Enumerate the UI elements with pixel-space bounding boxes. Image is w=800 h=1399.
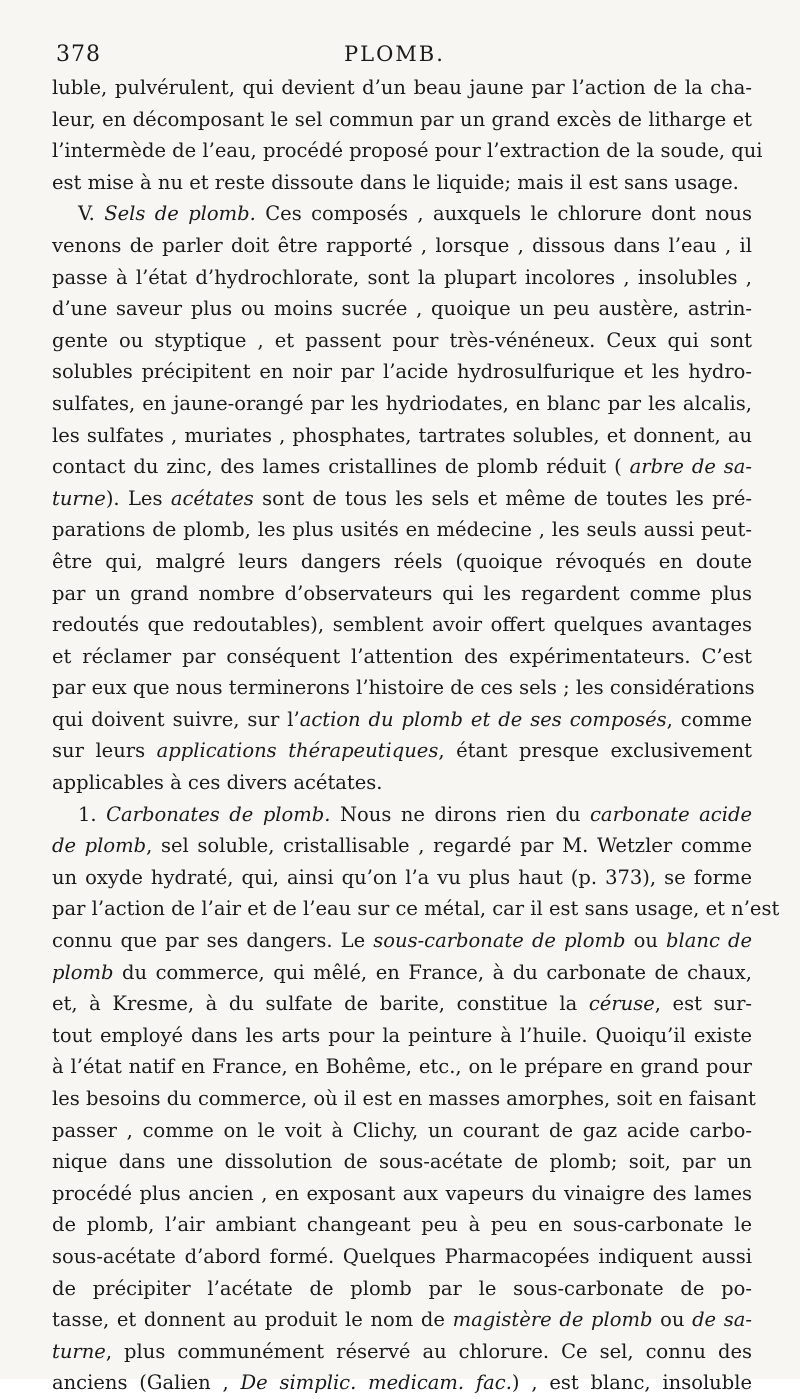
text-run: un oxyde hydraté, qui, ainsi qu’on l’a vu plus haut (p. 373), se forme [52, 865, 752, 889]
text-run: qui doivent suivre, sur l’ [52, 707, 300, 731]
text-line [52, 167, 752, 199]
italic-text-run: De simplic. medicam. fac. [240, 1371, 512, 1395]
italic-text-run: blanc de [666, 929, 753, 953]
text-run: contact du zinc, des lames cristallines de plomb réduit ( [52, 455, 630, 479]
text-line [52, 672, 755, 704]
text-run: par un grand nombre d’observateurs qui les regardent comme plus [52, 581, 752, 605]
text-run: et, à Kresme, à du sulfate de barite, constitue la [52, 992, 589, 1016]
text-line [52, 1178, 752, 1210]
text-run: de précipiter l’acétate de plomb par le sous-carbonate de po- [52, 1276, 752, 1300]
text-line [52, 135, 763, 167]
text-run: l’intermède de l’eau, procédé proposé pour l’extraction de la soude, qui [52, 139, 763, 163]
text-run: les sulfates , muriates , phosphates, tartrates solubles, et donnent, au [52, 423, 752, 447]
italic-text-run: arbre de sa- [629, 455, 753, 479]
italic-text-run: Carbonates de plomb. [106, 802, 331, 826]
text-line [52, 1241, 752, 1273]
text-run: anciens (Galien , [52, 1371, 241, 1395]
text-run: de plomb, l’air ambiant changeant peu à peu en sous-carbonate le [52, 1213, 752, 1237]
italic-text-run: céruse [588, 992, 655, 1016]
text-line [52, 830, 752, 862]
text-run: redoutés que redoutables), semblent avoir offert quelques avantages [52, 613, 752, 637]
text-line [52, 198, 752, 230]
text-run: procédé plus ancien , en exposant aux vapeurs du vinaigre des lames [52, 1181, 752, 1205]
text-line [52, 704, 752, 736]
text-run: être qui, malgré leurs dangers réels (quoique révoqués en doute [52, 549, 752, 573]
text-run: sous-acétate d’abord formé. Quelques Pharmacopées indiquent aussi [52, 1244, 752, 1268]
italic-text-run: carbonate acide [590, 802, 752, 826]
text-run: ou [625, 929, 667, 953]
text-run: nique dans une dissolution de sous-acétate de plomb; soit, par un [52, 1150, 752, 1174]
text-run: sur leurs [52, 739, 157, 763]
text-run: , sel soluble, cristallisable , regardé par M. Wetzler comme [146, 834, 752, 858]
text-line [52, 388, 752, 420]
text-run: applicables à ces divers acétates. [52, 771, 383, 795]
text-line [52, 293, 752, 325]
italic-text-run: action du plomb et de ses composés [299, 707, 667, 731]
italic-text-run: Sels de plomb. [104, 202, 256, 226]
text-line [52, 1051, 752, 1083]
text-run: connu que par ses dangers. Le [52, 929, 374, 953]
text-run: et réclamer par conséquent l’attention des expérimentateurs. C’est [52, 644, 752, 668]
text-run: du commerce, qui mêlé, en France, à du carbonate de chaux, [113, 960, 752, 984]
italic-text-run: sous-carbonate de plomb [373, 929, 626, 953]
text-line [52, 988, 752, 1020]
text-run: , est sur- [654, 992, 752, 1016]
text-line [52, 1020, 752, 1052]
text-run: d’une saveur plus ou moins sucrée , quoique un peu austère, astrin- [52, 297, 752, 321]
text-run: par l’action de l’air et de l’eau sur ce métal, car il est sans usage, et n’est [52, 897, 780, 921]
text-run: Ces composés , auxquels le chlorure dont nous [255, 202, 752, 226]
text-run: solubles précipitent en noir par l’acide hydrosulfurique et les hydro- [52, 360, 752, 384]
italic-text-run: plomb [52, 960, 114, 984]
text-line [52, 609, 752, 641]
text-run: tasse, et donnent au produit le nom de [52, 1308, 453, 1332]
text-run: , plus communément réservé au chlorure. Ce sel, connu des [105, 1339, 752, 1363]
italic-text-run: de sa- [692, 1308, 752, 1332]
text-run: passer , comme on le voit à Clichy, un courant de gaz acide carbo- [52, 1118, 752, 1142]
text-run: passe à l’état d’hydrochlorate, sont la plupart incolores , insolubles , [52, 265, 752, 289]
text-line [52, 957, 752, 989]
italic-text-run: turne [52, 486, 106, 510]
italic-text-run: turne [52, 1339, 106, 1363]
running-head: PLOMB. [344, 42, 445, 66]
text-run: venons de parler doit être rapporté , lorsque , dissous dans l’eau , il [52, 233, 752, 257]
text-run: tout employé dans les arts pour la peinture à l’huile. Quoiqu’il existe [52, 1023, 752, 1047]
text-run: ). Les [105, 486, 171, 510]
text-line [52, 1209, 752, 1241]
text-run: par eux que nous terminerons l’histoire de ces sels ; les considérations [52, 676, 755, 700]
text-line [52, 578, 752, 610]
text-run: est mise à nu et reste dissoute dans le liquide; mais il est sans usage. [52, 170, 739, 194]
text-run: , étant presque exclusivement [438, 739, 752, 763]
text-run: Nous ne dirons rien du [330, 802, 591, 826]
text-line [52, 104, 752, 136]
text-run: 1. [78, 802, 107, 826]
text-line [52, 641, 752, 673]
body-text [52, 72, 780, 1399]
text-line [52, 262, 752, 294]
italic-text-run: de plomb [52, 834, 147, 858]
text-line [52, 893, 780, 925]
text-line [52, 230, 752, 262]
text-line [52, 1304, 752, 1336]
text-line [52, 1273, 752, 1305]
italic-text-run: magistère de plomb [452, 1308, 653, 1332]
text-line [52, 546, 752, 578]
italic-text-run: applications thérapeutiques [156, 739, 439, 763]
text-run: leur, en décomposant le sel commun par un grand excès de litharge et [52, 107, 752, 131]
text-line [52, 767, 752, 799]
text-run: parations de plomb, les plus usités en médecine , les seuls aussi peut- [52, 518, 752, 542]
italic-text-run: acétates [170, 486, 254, 510]
text-run: gente ou styptique , et passent pour très-vénéneux. Ceux qui sont [52, 328, 752, 352]
text-line [52, 451, 752, 483]
text-line [52, 1083, 756, 1115]
text-line [52, 1146, 752, 1178]
text-line [52, 1336, 752, 1368]
text-line [52, 483, 752, 515]
text-line [52, 514, 752, 546]
text-line [52, 1115, 752, 1147]
text-run: ) , est blanc, insoluble [511, 1371, 753, 1395]
text-line [52, 72, 752, 104]
page-header [44, 42, 758, 72]
text-run: sont de tous les sels et même de toutes les pré- [253, 486, 753, 510]
text-run: V. [78, 202, 105, 226]
text-run: luble, pulvérulent, qui devient d’un beau jaune par l’action de la cha- [52, 76, 752, 99]
text-run: sulfates, en jaune-orangé par les hydriodates, en blanc par les alcalis, [52, 391, 752, 415]
page-number: 378 [56, 42, 101, 67]
text-line [52, 799, 752, 831]
text-line [52, 356, 752, 388]
text-run: à l’état natif en France, en Bohême, etc., on le prépare en grand pour [52, 1055, 752, 1079]
text-line [52, 325, 752, 357]
text-line [52, 925, 752, 957]
text-run: les besoins du commerce, où il est en masses amorphes, soit en faisant [52, 1087, 756, 1110]
text-run: , comme [666, 707, 752, 731]
text-line [52, 735, 752, 767]
text-line [52, 420, 752, 452]
text-line [52, 862, 752, 894]
text-line [52, 1367, 752, 1399]
text-run: ou [652, 1308, 693, 1332]
